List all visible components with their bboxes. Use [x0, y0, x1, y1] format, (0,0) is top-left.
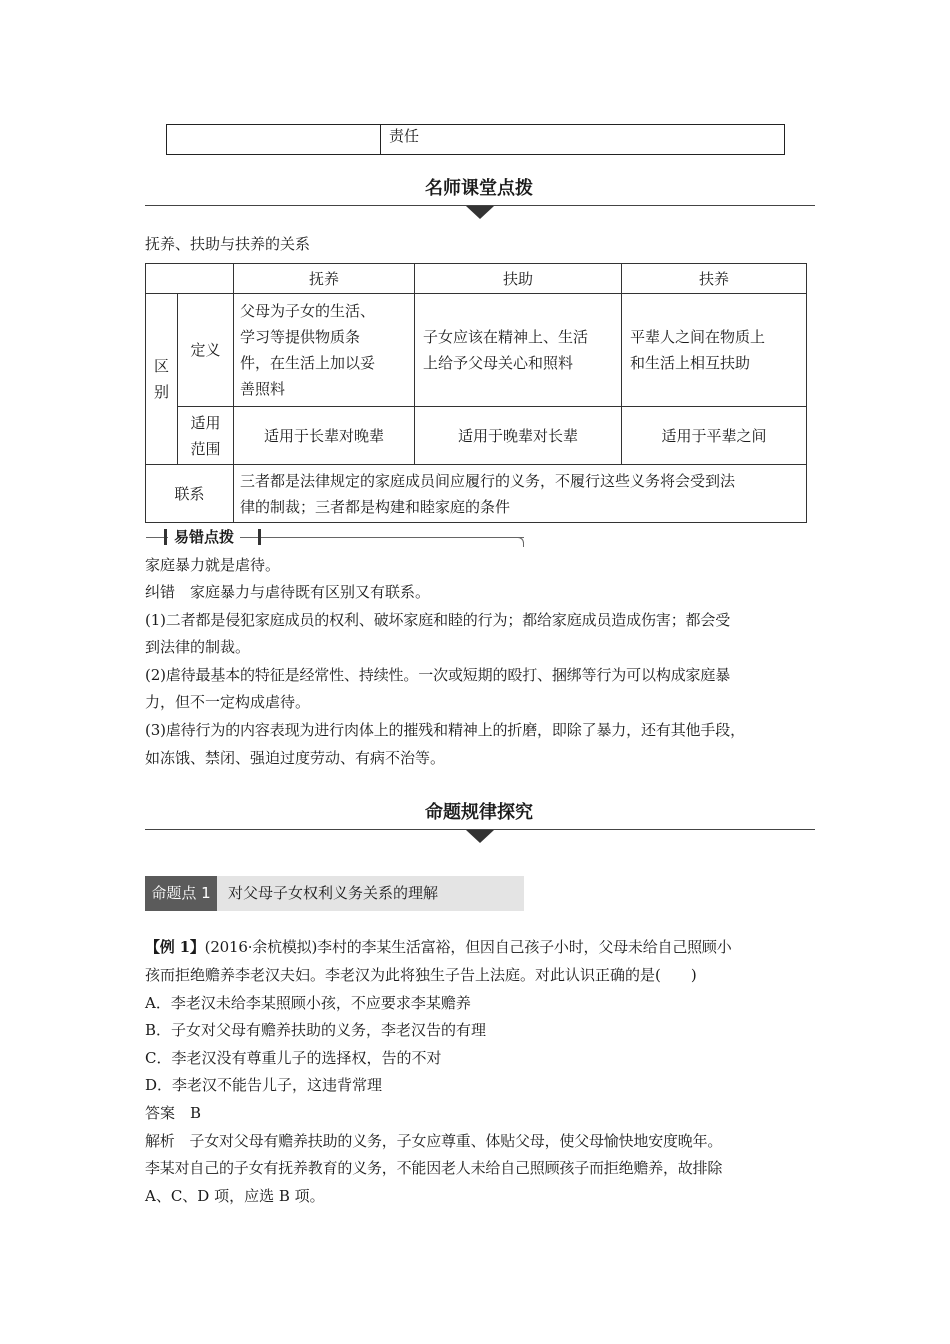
analysis-line: 解析 子女对父母有赡养扶助的义务，子女应尊重、体贴父母，使父母愉快地安度晚年。 — [145, 1132, 723, 1150]
scope-fuzhu: 适用于晚辈对长辈 — [415, 407, 622, 465]
definition-fuyang: 父母为子女的生活、 学习等提供物质条 件，在生活上加以妥 善照料 — [234, 294, 415, 407]
link-text: 三者都是法律规定的家庭成员间应履行的义务，不履行这些义务将会受到法 律的制裁；三者都是构建和睦家庭的条件 — [234, 465, 807, 523]
header-fuzhu: 扶助 — [415, 264, 622, 294]
tip-line: (3)虐待行为的内容表现为进行肉体上的摧残和精神上的折磨，即除了暴力，还有其他手段， — [145, 721, 745, 739]
table-caption: 抚养、扶助与扶养的关系 — [145, 235, 311, 253]
definition-fuzhu: 子女应该在精神上、生活 上给予父母关心和照料 — [415, 294, 622, 407]
header-fuyang: 抚养 — [234, 264, 415, 294]
relation-table — [145, 263, 807, 523]
analysis-line: A、C、D 项，应选 B 项。 — [145, 1187, 325, 1205]
tip-label: 易错点拨 — [168, 527, 240, 547]
scope-label: 适用 范围 — [178, 407, 234, 465]
group-label-difference: 区 别 — [146, 294, 178, 465]
table-divider — [380, 125, 381, 154]
section-arrow-icon — [466, 830, 494, 843]
option: A．李老汉未给李某照顾小孩，不应要求李某赡养 — [145, 994, 471, 1012]
top-table-fragment — [166, 124, 785, 155]
tip-header — [146, 527, 524, 547]
scope-fuyang-peer: 适用于平辈之间 — [622, 407, 807, 465]
link-label: 联系 — [146, 465, 234, 523]
topic-text: 对父母子女权利义务关系的理解 — [228, 884, 439, 902]
section-arrow-icon — [466, 206, 494, 219]
section-title: 命题规律探究 — [425, 802, 533, 823]
example-stem: 【例 1】(2016·余杭模拟)李村的李某生活富裕，但因自己孩子小时，父母未给自己照顾小 — [145, 938, 732, 956]
table-header-row — [146, 264, 807, 294]
analysis-line: 李某对自己的子女有抚养教育的义务，不能因老人未给自己照顾孩子而拒绝赡养，故排除 — [145, 1159, 723, 1177]
answer: 答案 B — [145, 1104, 202, 1122]
option: C．李老汉没有尊重儿子的选择权，告的不对 — [145, 1049, 442, 1067]
option: B．子女对父母有赡养扶助的义务，李老汉告的有理 — [145, 1021, 487, 1039]
example-label: 【例 1】 — [145, 938, 205, 956]
scope-row — [146, 407, 807, 465]
header-fuyang-peer: 扶养 — [622, 264, 807, 294]
tip-line: 家庭暴力就是虐待。 — [145, 556, 281, 574]
tip-bar-right — [258, 529, 261, 545]
table-cell: 责任 — [389, 127, 420, 145]
tip-line: 力，但不一定构成虐待。 — [145, 693, 311, 711]
section-title: 名师课堂点拨 — [425, 178, 533, 199]
tip-line: 如冻饿、禁闭、强迫过度劳动、有病不治等。 — [145, 749, 446, 767]
link-row — [146, 465, 807, 523]
tip-line: 到法律的制裁。 — [145, 638, 251, 656]
tip-line: (1)二者都是侵犯家庭成员的权利、破坏家庭和睦的行为；都给家庭成员造成伤害；都会受 — [145, 611, 731, 629]
tip-bar-left — [164, 529, 167, 545]
example-stem: 孩而拒绝赡养李老汉夫妇。李老汉为此将独生子告上法庭。对此认识正确的是( ) — [145, 966, 697, 984]
definition-row — [146, 294, 807, 407]
definition-label: 定义 — [178, 294, 234, 407]
header-empty — [146, 264, 234, 294]
definition-fuyang-peer: 平辈人之间在物质上 和生活上相互扶助 — [622, 294, 807, 407]
scope-fuyang: 适用于长辈对晚辈 — [234, 407, 415, 465]
option: D．李老汉不能告儿子，这违背常理 — [145, 1076, 383, 1094]
topic-tag: 命题点 1 — [145, 876, 217, 911]
tip-line: (2)虐待最基本的特征是经常性、持续性。一次或短期的殴打、捆绑等行为可以构成家庭暴 — [145, 666, 731, 684]
topic-bar — [145, 876, 524, 911]
tip-line: 纠错 家庭暴力与虐待既有区别又有联系。 — [145, 583, 431, 601]
